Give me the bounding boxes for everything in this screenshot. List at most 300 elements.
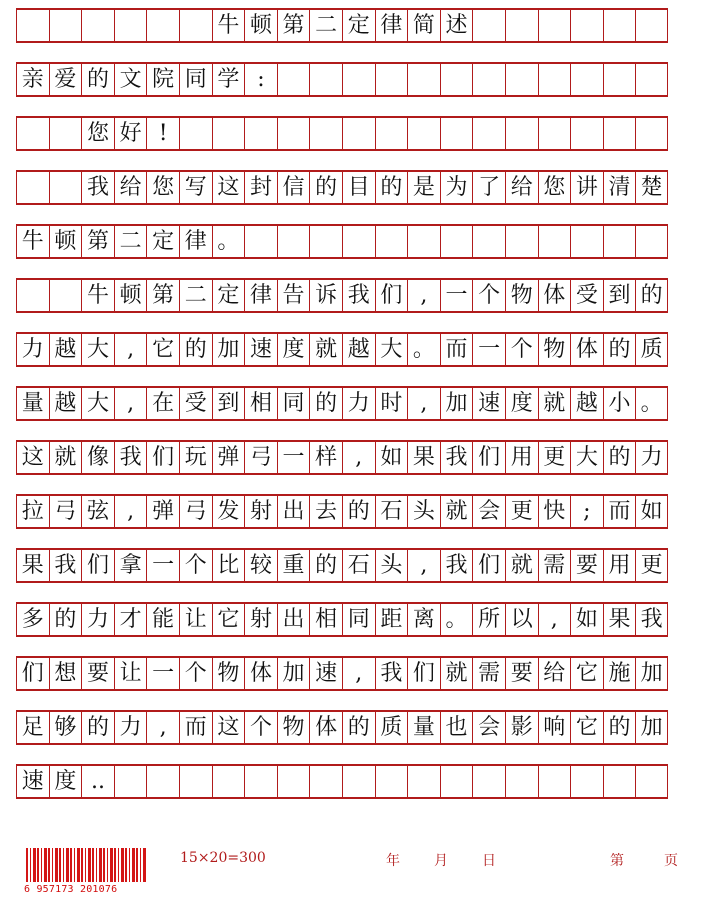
grid-cell: 出 bbox=[277, 604, 310, 635]
grid-row bbox=[16, 386, 668, 421]
grid-row bbox=[16, 764, 668, 799]
grid-cell: 头 bbox=[407, 496, 440, 527]
grid-row bbox=[16, 548, 668, 583]
grid-cell: 牛 bbox=[212, 10, 245, 41]
grid-cell bbox=[407, 766, 440, 797]
grid-cell: 同 bbox=[179, 64, 212, 95]
grid-row bbox=[16, 116, 668, 151]
grid-cell bbox=[570, 10, 603, 41]
grid-row bbox=[16, 332, 668, 367]
grid-cell: 第 bbox=[146, 280, 179, 311]
grid-cell: , bbox=[407, 550, 440, 581]
grid-cell: 速 bbox=[472, 388, 505, 419]
page-number-label: 第 bbox=[610, 853, 624, 869]
grid-cell: 速 bbox=[309, 658, 342, 689]
grid-cell: 院 bbox=[146, 64, 179, 95]
grid-cell: 弹 bbox=[212, 442, 245, 473]
grid-cell bbox=[277, 226, 310, 257]
grid-cell bbox=[472, 766, 505, 797]
grid-cell: 影 bbox=[505, 712, 538, 743]
grid-cell: 的 bbox=[81, 712, 114, 743]
grid-cell: 要 bbox=[570, 550, 603, 581]
grid-cell: 施 bbox=[603, 658, 636, 689]
grid-cell: 信 bbox=[277, 172, 310, 203]
grid-cell: 较 bbox=[244, 550, 277, 581]
grid-cell: 的 bbox=[309, 550, 342, 581]
grid-cell: 一 bbox=[146, 658, 179, 689]
grid-row bbox=[16, 656, 668, 691]
grid-cell: 同 bbox=[342, 604, 375, 635]
grid-cell: 量 bbox=[16, 388, 49, 419]
grid-cell: 们 bbox=[472, 550, 505, 581]
grid-cell: 就 bbox=[309, 334, 342, 365]
grid-cell: 学 bbox=[212, 64, 245, 95]
grid-cell bbox=[440, 226, 473, 257]
grid-cell bbox=[244, 118, 277, 149]
grid-cell: 楚 bbox=[635, 172, 668, 203]
grid-cell: 时 bbox=[375, 388, 408, 419]
grid-cell: 物 bbox=[277, 712, 310, 743]
grid-cell: 好 bbox=[114, 118, 147, 149]
grid-cell: 二 bbox=[309, 10, 342, 41]
grid-cell: , bbox=[146, 712, 179, 743]
grid-cell: 而 bbox=[603, 496, 636, 527]
grid-cell: 它 bbox=[212, 604, 245, 635]
grid-cell bbox=[114, 766, 147, 797]
grid-cell: 定 bbox=[146, 226, 179, 257]
grid-cell: 加 bbox=[440, 388, 473, 419]
grid-cell: 更 bbox=[635, 550, 668, 581]
grid-cell: 的 bbox=[81, 64, 114, 95]
grid-cell: 需 bbox=[538, 550, 571, 581]
grid-cell: 要 bbox=[505, 658, 538, 689]
grid-cell: 这 bbox=[212, 172, 245, 203]
grid-cell bbox=[375, 64, 408, 95]
grid-row bbox=[16, 62, 668, 97]
grid-row bbox=[16, 440, 668, 475]
grid-cell bbox=[342, 64, 375, 95]
grid-cell: 而 bbox=[179, 712, 212, 743]
grid-cell: 果 bbox=[603, 604, 636, 635]
grid-cell: 就 bbox=[505, 550, 538, 581]
grid-cell: 相 bbox=[309, 604, 342, 635]
grid-cell: 您 bbox=[81, 118, 114, 149]
grid-cell: 牛 bbox=[81, 280, 114, 311]
grid-cell bbox=[407, 118, 440, 149]
grid-cell bbox=[309, 766, 342, 797]
grid-cell: 就 bbox=[440, 496, 473, 527]
grid-cell bbox=[538, 64, 571, 95]
grid-cell bbox=[505, 118, 538, 149]
grid-cell: 所 bbox=[472, 604, 505, 635]
grid-cell: 第 bbox=[277, 10, 310, 41]
grid-cell: 我 bbox=[342, 280, 375, 311]
grid-cell: 越 bbox=[49, 334, 82, 365]
grid-cell: 们 bbox=[375, 280, 408, 311]
grid-cell: 们 bbox=[146, 442, 179, 473]
grid-cell: 质 bbox=[635, 334, 668, 365]
grid-cell: , bbox=[538, 604, 571, 635]
grid-cell: 顿 bbox=[49, 226, 82, 257]
grid-cell: 而 bbox=[440, 334, 473, 365]
grid-cell bbox=[179, 766, 212, 797]
grid-cell: 头 bbox=[375, 550, 408, 581]
grid-cell bbox=[49, 10, 82, 41]
grid-cell bbox=[472, 118, 505, 149]
grid-cell: 快 bbox=[538, 496, 571, 527]
grid-cell bbox=[81, 10, 114, 41]
grid-cell: 亲 bbox=[16, 64, 49, 95]
barcode bbox=[26, 848, 146, 882]
grid-cell: 比 bbox=[212, 550, 245, 581]
grid-cell: 述 bbox=[440, 10, 473, 41]
grid-cell: 的 bbox=[635, 280, 668, 311]
grid-cell: 个 bbox=[179, 658, 212, 689]
grid-cell bbox=[49, 280, 82, 311]
grid-cell: 越 bbox=[342, 334, 375, 365]
grid-cell: 我 bbox=[81, 172, 114, 203]
grid-cell: 就 bbox=[440, 658, 473, 689]
grid-cell: 以 bbox=[505, 604, 538, 635]
grid-cell bbox=[244, 226, 277, 257]
grid-cell: 度 bbox=[49, 766, 82, 797]
grid-cell: 。 bbox=[407, 334, 440, 365]
grid-cell: , bbox=[407, 388, 440, 419]
grid-row bbox=[16, 602, 668, 637]
grid-cell: 加 bbox=[277, 658, 310, 689]
grid-cell bbox=[472, 10, 505, 41]
grid-cell: 需 bbox=[472, 658, 505, 689]
grid-cell: 个 bbox=[244, 712, 277, 743]
grid-cell bbox=[635, 226, 668, 257]
grid-cell: 玩 bbox=[179, 442, 212, 473]
grid-cell: 是 bbox=[407, 172, 440, 203]
grid-cell: 目 bbox=[342, 172, 375, 203]
grid-cell: 的 bbox=[342, 496, 375, 527]
year-label: 年 bbox=[386, 853, 400, 869]
grid-cell: 了 bbox=[472, 172, 505, 203]
grid-cell bbox=[16, 118, 49, 149]
grid-cell: 响 bbox=[538, 712, 571, 743]
grid-cell: , bbox=[342, 442, 375, 473]
grid-cell bbox=[635, 766, 668, 797]
grid-cell: 用 bbox=[603, 550, 636, 581]
grid-row bbox=[16, 710, 668, 745]
grid-cell: 越 bbox=[49, 388, 82, 419]
grid-cell: 的 bbox=[309, 172, 342, 203]
grid-cell: 度 bbox=[505, 388, 538, 419]
grid-cell: 个 bbox=[179, 550, 212, 581]
grid-cell: 质 bbox=[375, 712, 408, 743]
grid-cell: 一 bbox=[440, 280, 473, 311]
grid-cell bbox=[146, 766, 179, 797]
grid-cell bbox=[179, 118, 212, 149]
grid-cell: 弓 bbox=[49, 496, 82, 527]
grid-cell: 距 bbox=[375, 604, 408, 635]
grid-cell: 更 bbox=[505, 496, 538, 527]
grid-row bbox=[16, 8, 668, 43]
grid-cell bbox=[505, 10, 538, 41]
grid-cell: 速 bbox=[16, 766, 49, 797]
grid-cell: 我 bbox=[440, 550, 473, 581]
grid-cell: 的 bbox=[603, 442, 636, 473]
grid-cell: 想 bbox=[49, 658, 82, 689]
grid-cell bbox=[603, 64, 636, 95]
grid-cell: 。 bbox=[212, 226, 245, 257]
grid-cell: 用 bbox=[505, 442, 538, 473]
grid-cell: 弹 bbox=[146, 496, 179, 527]
grid-cell: 射 bbox=[244, 604, 277, 635]
grid-cell: 度 bbox=[277, 334, 310, 365]
grid-cell bbox=[440, 64, 473, 95]
grid-cell: 重 bbox=[277, 550, 310, 581]
grid-cell: 一 bbox=[472, 334, 505, 365]
grid-cell: 发 bbox=[212, 496, 245, 527]
grid-cell: 同 bbox=[277, 388, 310, 419]
grid-cell: 让 bbox=[179, 604, 212, 635]
grid-cell: 二 bbox=[179, 280, 212, 311]
grid-cell: 让 bbox=[114, 658, 147, 689]
grid-cell: 会 bbox=[472, 712, 505, 743]
grid-cell bbox=[407, 226, 440, 257]
grid-cell: 讲 bbox=[570, 172, 603, 203]
grid-cell: 定 bbox=[212, 280, 245, 311]
grid-cell bbox=[277, 64, 310, 95]
grid-cell: 的 bbox=[179, 334, 212, 365]
grid-cell bbox=[16, 280, 49, 311]
day-label: 日 bbox=[482, 853, 496, 869]
grid-cell: 射 bbox=[244, 496, 277, 527]
grid-cell bbox=[277, 118, 310, 149]
grid-cell: 物 bbox=[505, 280, 538, 311]
grid-cell: 您 bbox=[146, 172, 179, 203]
grid-cell: 这 bbox=[16, 442, 49, 473]
grid-cell bbox=[635, 10, 668, 41]
grid-cell: 受 bbox=[570, 280, 603, 311]
grid-cell: 弦 bbox=[81, 496, 114, 527]
grid-cell: 就 bbox=[49, 442, 82, 473]
grid-cell bbox=[16, 10, 49, 41]
grid-cell: 体 bbox=[244, 658, 277, 689]
grid-cell: 一 bbox=[146, 550, 179, 581]
grid-row bbox=[16, 224, 668, 259]
footer bbox=[16, 842, 706, 902]
grid-cell: 清 bbox=[603, 172, 636, 203]
grid-cell: 的 bbox=[49, 604, 82, 635]
grid-cell: 加 bbox=[212, 334, 245, 365]
grid-cell bbox=[505, 226, 538, 257]
grid-cell: 们 bbox=[472, 442, 505, 473]
grid-cell: 的 bbox=[603, 334, 636, 365]
grid-cell: 出 bbox=[277, 496, 310, 527]
grid-cell: 律 bbox=[244, 280, 277, 311]
grid-cell: 体 bbox=[570, 334, 603, 365]
grid-cell: 相 bbox=[244, 388, 277, 419]
grid-cell: 受 bbox=[179, 388, 212, 419]
grid-cell: 您 bbox=[538, 172, 571, 203]
grid-cell bbox=[277, 766, 310, 797]
grid-cell bbox=[570, 64, 603, 95]
grid-cell: 才 bbox=[114, 604, 147, 635]
grid-cell: 顿 bbox=[244, 10, 277, 41]
grid-cell bbox=[375, 118, 408, 149]
grid-cell: , bbox=[114, 388, 147, 419]
grid-cell bbox=[472, 64, 505, 95]
month-label: 月 bbox=[434, 853, 448, 869]
grid-cell: 物 bbox=[538, 334, 571, 365]
grid-cell bbox=[407, 64, 440, 95]
grid-cell bbox=[570, 226, 603, 257]
grid-cell: 给 bbox=[505, 172, 538, 203]
grid-cell: 个 bbox=[472, 280, 505, 311]
grid-cell: 足 bbox=[16, 712, 49, 743]
grid-cell: 大 bbox=[570, 442, 603, 473]
grid-cell: 的 bbox=[375, 172, 408, 203]
grid-cell: 它 bbox=[570, 712, 603, 743]
grid-cell: 速 bbox=[244, 334, 277, 365]
grid-cell: 也 bbox=[440, 712, 473, 743]
grid-cell: .. bbox=[81, 766, 114, 797]
grid-cell bbox=[538, 10, 571, 41]
grid-cell: 会 bbox=[472, 496, 505, 527]
grid-cell bbox=[179, 10, 212, 41]
grid-cell bbox=[375, 766, 408, 797]
grid-cell: 力 bbox=[114, 712, 147, 743]
grid-cell: 多 bbox=[16, 604, 49, 635]
grid-cell: 物 bbox=[212, 658, 245, 689]
grid-cell: 律 bbox=[179, 226, 212, 257]
grid-cell: 加 bbox=[635, 658, 668, 689]
grid-cell: 大 bbox=[375, 334, 408, 365]
grid-cell: 律 bbox=[375, 10, 408, 41]
grid-cell bbox=[342, 226, 375, 257]
grid-cell: 能 bbox=[146, 604, 179, 635]
grid-cell: 的 bbox=[342, 712, 375, 743]
grid-cell: , bbox=[407, 280, 440, 311]
grid-cell bbox=[440, 766, 473, 797]
grid-cell: 一 bbox=[277, 442, 310, 473]
grid-cell: 够 bbox=[49, 712, 82, 743]
grid-cell: 我 bbox=[440, 442, 473, 473]
grid-cell: 像 bbox=[81, 442, 114, 473]
grid-cell: 们 bbox=[16, 658, 49, 689]
grid-cell: 第 bbox=[81, 226, 114, 257]
grid-cell: 个 bbox=[505, 334, 538, 365]
grid-cell bbox=[342, 766, 375, 797]
grid-cell bbox=[538, 118, 571, 149]
grid-cell: 们 bbox=[407, 658, 440, 689]
grid-cell: 为 bbox=[440, 172, 473, 203]
grid-cell: 在 bbox=[146, 388, 179, 419]
grid-cell bbox=[309, 118, 342, 149]
grid-cell: 。 bbox=[440, 604, 473, 635]
grid-cell: 弓 bbox=[179, 496, 212, 527]
grid-cell bbox=[114, 10, 147, 41]
grid-cell: 力 bbox=[81, 604, 114, 635]
grid-cell bbox=[146, 10, 179, 41]
barcode-number: 6 957173 201076 bbox=[24, 884, 118, 895]
grid-cell: 二 bbox=[114, 226, 147, 257]
grid-cell: 更 bbox=[538, 442, 571, 473]
grid-row bbox=[16, 170, 668, 205]
grid-cell bbox=[309, 64, 342, 95]
grid-cell bbox=[505, 64, 538, 95]
grid-cell: 如 bbox=[635, 496, 668, 527]
grid-cell bbox=[603, 226, 636, 257]
grid-cell: 小 bbox=[603, 388, 636, 419]
page-label: 页 bbox=[664, 853, 678, 869]
grid-cell bbox=[472, 226, 505, 257]
grid-cell: 离 bbox=[407, 604, 440, 635]
grid-cell: 我 bbox=[49, 550, 82, 581]
grid-cell: , bbox=[342, 658, 375, 689]
grid-cell bbox=[16, 172, 49, 203]
grid-cell: 力 bbox=[635, 442, 668, 473]
grid-cell bbox=[603, 766, 636, 797]
grid-cell bbox=[244, 766, 277, 797]
grid-cell bbox=[212, 766, 245, 797]
grid-cell: 如 bbox=[570, 604, 603, 635]
grid-cell: 要 bbox=[81, 658, 114, 689]
grid-cell: 如 bbox=[375, 442, 408, 473]
grid-cell bbox=[505, 766, 538, 797]
grid-cell: 它 bbox=[146, 334, 179, 365]
grid-cell: 到 bbox=[603, 280, 636, 311]
grid-cell: ! bbox=[146, 118, 179, 149]
grid-cell: 顿 bbox=[114, 280, 147, 311]
grid-cell: : bbox=[244, 64, 277, 95]
grid-cell: 加 bbox=[635, 712, 668, 743]
grid-cell: 大 bbox=[81, 334, 114, 365]
grid-cell: 力 bbox=[16, 334, 49, 365]
grid-cell bbox=[635, 118, 668, 149]
grid-cell bbox=[342, 118, 375, 149]
grid-cell bbox=[538, 766, 571, 797]
grid-cell: 我 bbox=[375, 658, 408, 689]
grid-cell: 这 bbox=[212, 712, 245, 743]
grid-cell: 们 bbox=[81, 550, 114, 581]
grid-cell: 告 bbox=[277, 280, 310, 311]
grid-cell bbox=[212, 118, 245, 149]
grid-cell bbox=[603, 118, 636, 149]
grid-cell: 样 bbox=[309, 442, 342, 473]
grid-cell bbox=[375, 226, 408, 257]
grid-cell: 封 bbox=[244, 172, 277, 203]
grid-cell: 果 bbox=[407, 442, 440, 473]
grid-cell: 简 bbox=[407, 10, 440, 41]
grid-count: 15×20=300 bbox=[180, 850, 266, 866]
grid-cell: 它 bbox=[570, 658, 603, 689]
grid-row bbox=[16, 494, 668, 529]
grid-cell: 量 bbox=[407, 712, 440, 743]
grid-cell: 拿 bbox=[114, 550, 147, 581]
grid-cell: 爱 bbox=[49, 64, 82, 95]
grid-cell: , bbox=[114, 334, 147, 365]
grid-cell bbox=[440, 118, 473, 149]
grid-cell bbox=[570, 766, 603, 797]
grid-cell: 给 bbox=[114, 172, 147, 203]
grid-cell: 去 bbox=[309, 496, 342, 527]
grid-cell: 我 bbox=[635, 604, 668, 635]
grid-cell: 拉 bbox=[16, 496, 49, 527]
grid-cell: 弓 bbox=[244, 442, 277, 473]
grid-cell: 体 bbox=[538, 280, 571, 311]
grid-cell bbox=[603, 10, 636, 41]
grid-cell: , bbox=[114, 496, 147, 527]
grid-cell: 的 bbox=[603, 712, 636, 743]
grid-cell: 诉 bbox=[309, 280, 342, 311]
grid-cell: 给 bbox=[538, 658, 571, 689]
